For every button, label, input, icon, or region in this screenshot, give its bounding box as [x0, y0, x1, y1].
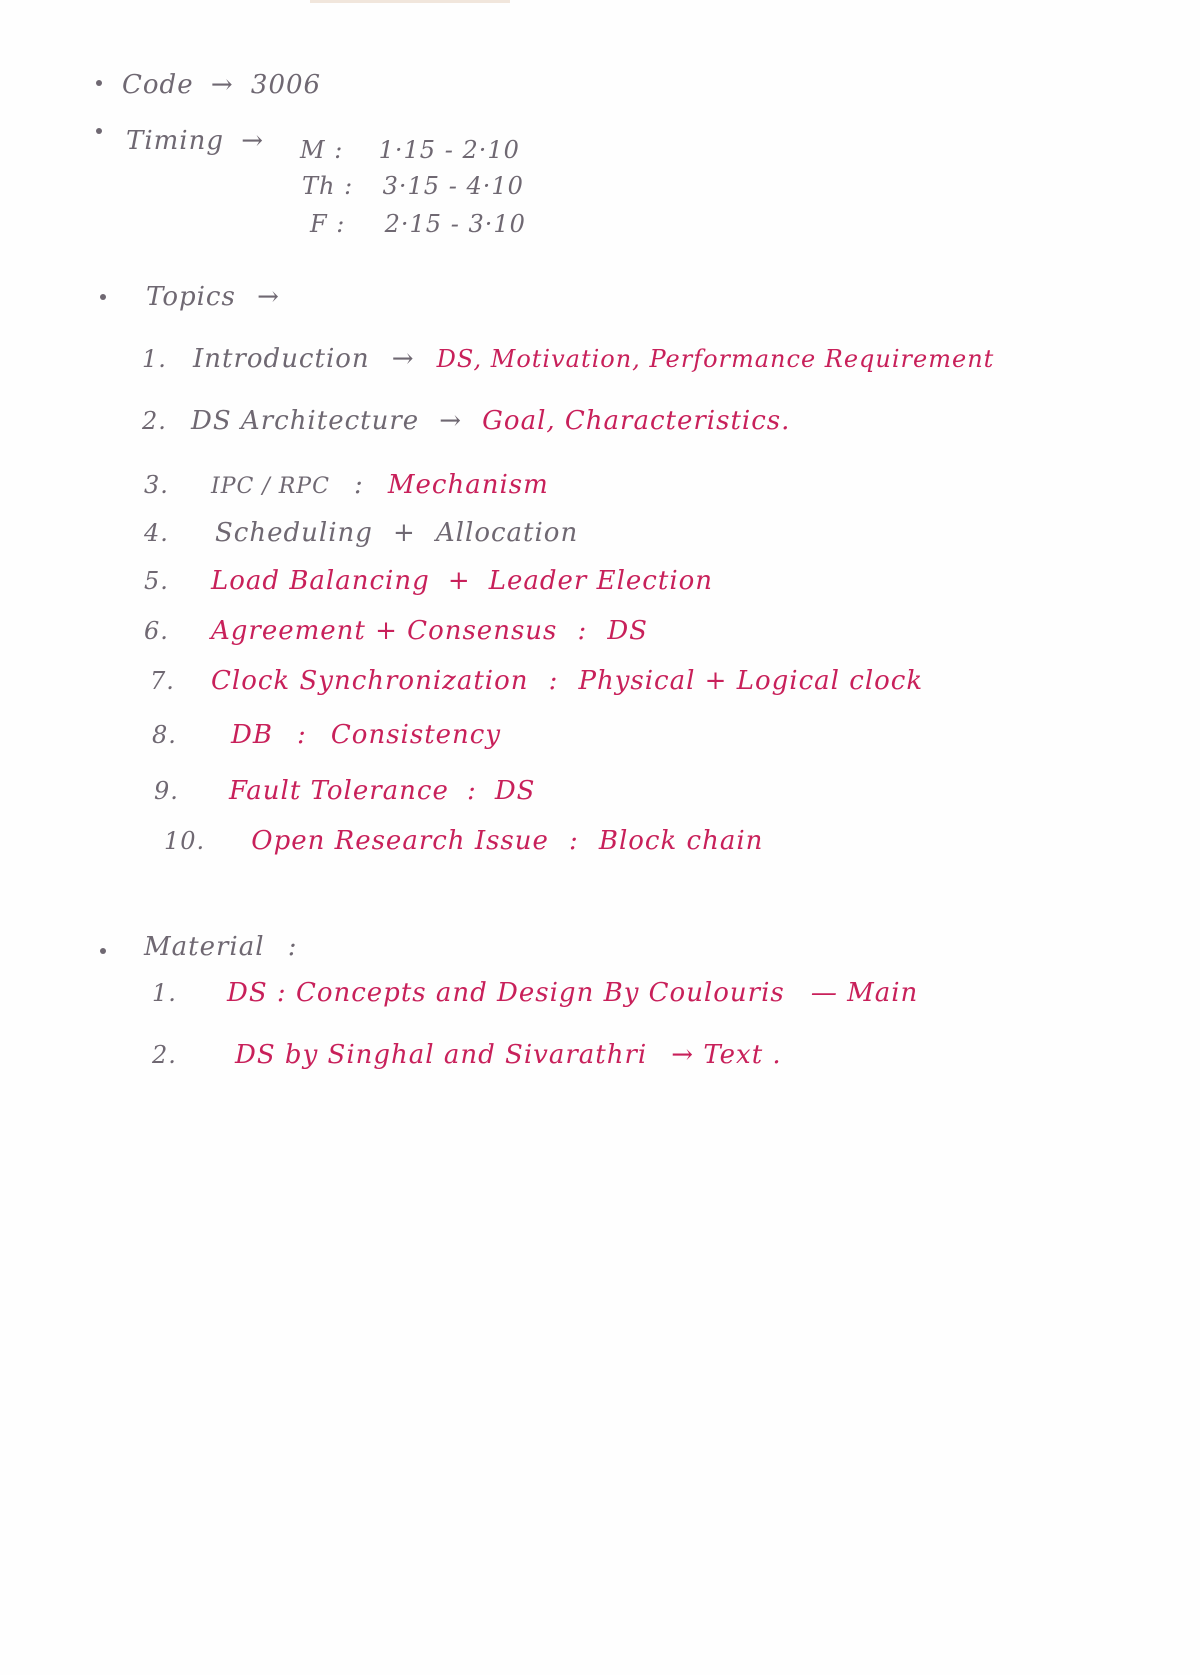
topic-item — [154, 776, 535, 806]
topics-heading — [146, 282, 280, 312]
topic-title: Load Balancing — [211, 566, 430, 596]
topic-item — [144, 566, 713, 596]
material-title: DS by Singhal and Sivarathri — [235, 1040, 648, 1070]
topic-number: 10. — [164, 827, 206, 855]
topic-title: Open Research Issue — [251, 826, 549, 856]
topic-title: Clock Synchronization — [211, 666, 529, 696]
topic-number: 7. — [150, 667, 175, 695]
topic-number: 1. — [142, 345, 167, 373]
topic-number: 3. — [144, 471, 169, 499]
topic-separator: → — [391, 344, 415, 374]
topic-separator: : — [297, 720, 307, 750]
topic-title: Scheduling — [215, 518, 373, 548]
topic-detail: DS — [607, 616, 648, 646]
topic-item — [164, 826, 763, 856]
topic-detail: Physical + Logical clock — [578, 666, 924, 696]
topic-separator: : — [577, 616, 588, 646]
timing-arrow: → — [241, 126, 265, 156]
topic-separator: : — [548, 666, 559, 696]
timing-day: Th : — [302, 172, 354, 200]
topic-item — [144, 470, 549, 500]
bullet-timing — [96, 128, 102, 134]
bullet-code — [96, 80, 102, 86]
topic-item — [152, 720, 501, 750]
topic-detail: Goal, Characteristics. — [482, 406, 791, 436]
topic-number: 8. — [152, 721, 177, 749]
topic-item — [142, 406, 790, 436]
material-colon: : — [287, 932, 298, 962]
topic-number: 9. — [154, 777, 179, 805]
timing-row-friday — [310, 210, 526, 238]
topic-number: 6. — [144, 617, 169, 645]
topic-title: DS Architecture — [191, 406, 420, 436]
topic-separator: : — [466, 776, 477, 806]
code-arrow: → — [210, 70, 234, 100]
material-item — [152, 1040, 782, 1070]
timing-time: 3·15 - 4·10 — [382, 172, 524, 200]
topic-separator: : — [354, 470, 364, 500]
material-item — [152, 978, 918, 1008]
topic-detail: DS, Motivation, Performance Requirement — [436, 345, 995, 373]
topic-title: Fault Tolerance — [229, 776, 449, 806]
code-label: Code — [122, 70, 194, 100]
bullet-topics — [100, 294, 106, 300]
topic-number: 2. — [142, 407, 167, 435]
topic-title: IPC / RPC — [211, 474, 330, 499]
topic-number: 4. — [144, 519, 169, 547]
topic-detail: Allocation — [435, 518, 579, 548]
topic-detail: DS — [494, 776, 536, 806]
topics-arrow: → — [257, 282, 280, 312]
topic-detail: Block chain — [598, 826, 764, 856]
topic-item — [144, 616, 648, 646]
topic-separator: → — [439, 406, 463, 436]
topic-detail: Consistency — [330, 720, 502, 750]
material-heading — [144, 932, 298, 962]
material-tag: → Text . — [671, 1040, 782, 1070]
material-title: DS : Concepts and Design By Coulouris — [227, 978, 785, 1008]
topic-detail: Leader Election — [488, 566, 714, 596]
topic-separator: + — [393, 518, 416, 548]
timing-row-monday — [300, 136, 520, 164]
material-label: Material — [144, 932, 265, 962]
topic-detail: Mechanism — [387, 470, 549, 500]
timing-day: F : — [310, 210, 346, 238]
topic-separator: + — [447, 566, 471, 596]
timing-day: M : — [300, 136, 344, 164]
topic-item — [150, 666, 923, 696]
material-number: 2. — [152, 1041, 177, 1069]
timing-row-thursday — [302, 172, 524, 200]
timing-label-line — [126, 126, 264, 156]
material-number: 1. — [152, 979, 177, 1007]
paper-edge-mark — [310, 0, 510, 3]
topic-title: Introduction — [193, 344, 370, 374]
material-tag: — Main — [810, 978, 919, 1008]
topic-number: 5. — [144, 567, 169, 595]
timing-time: 1·15 - 2·10 — [378, 136, 520, 164]
code-line — [122, 70, 321, 100]
topic-item — [142, 344, 994, 374]
bullet-material — [100, 948, 106, 954]
topics-label: Topics — [146, 282, 236, 312]
topic-separator: : — [569, 826, 579, 856]
code-value: 3006 — [250, 70, 322, 100]
topic-item — [144, 518, 578, 548]
timing-label: Timing — [126, 126, 225, 156]
timing-time: 2·15 - 3·10 — [384, 210, 526, 238]
topic-title: Agreement + Consensus — [211, 616, 558, 646]
topic-title: DB — [231, 720, 273, 750]
